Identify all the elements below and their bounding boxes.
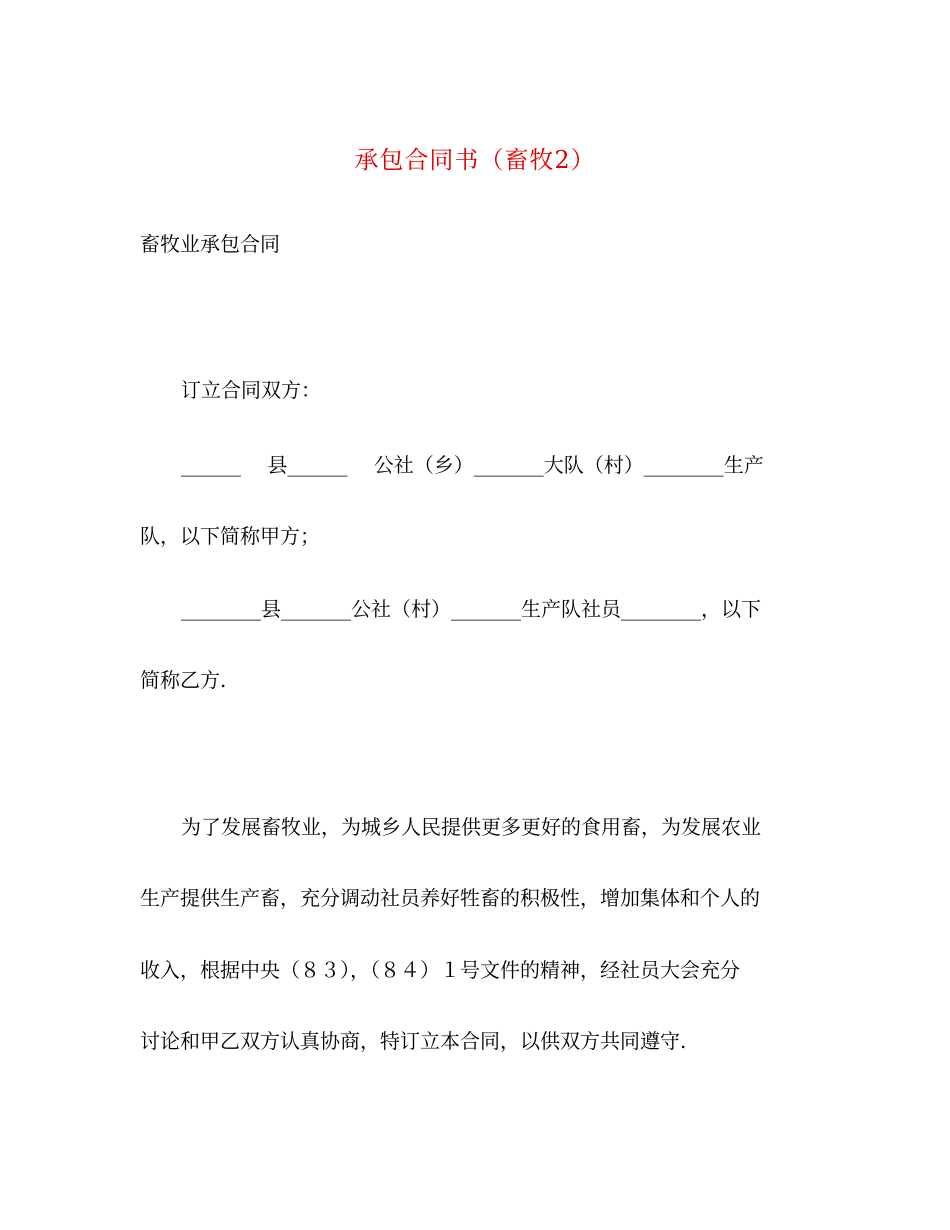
paragraph-line-parties-heading: 订立合同双方：: [181, 378, 321, 402]
paragraph-line-purpose-3: 收入，根据中央（８３），（８４）１号文件的精神，经社员大会充分: [140, 958, 740, 982]
paragraph-line-party-a-1: ______ 县______ 公社（乡）_______大队（村）________生产: [181, 453, 764, 477]
document-subtitle: 畜牧业承包合同: [140, 232, 280, 256]
paragraph-line-purpose-2: 生产提供生产畜，充分调动社员养好牲畜的积极性，增加集体和个人的: [140, 886, 760, 910]
paragraph-line-party-a-2: 队，以下简称甲方；: [140, 524, 320, 548]
paragraph-line-purpose-1: 为了发展畜牧业，为城乡人民提供更多更好的食用畜，为发展农业: [181, 815, 761, 839]
document-title: 承包合同书（畜牧2）: [354, 146, 596, 174]
paragraph-line-party-b-2: 简称乙方.: [140, 668, 227, 692]
paragraph-line-party-b-1: ________县_______公社（村）_______生产队社员________，以下: [181, 597, 761, 621]
paragraph-line-purpose-4: 讨论和甲乙双方认真协商，特订立本合同，以供双方共同遵守.: [140, 1029, 687, 1053]
